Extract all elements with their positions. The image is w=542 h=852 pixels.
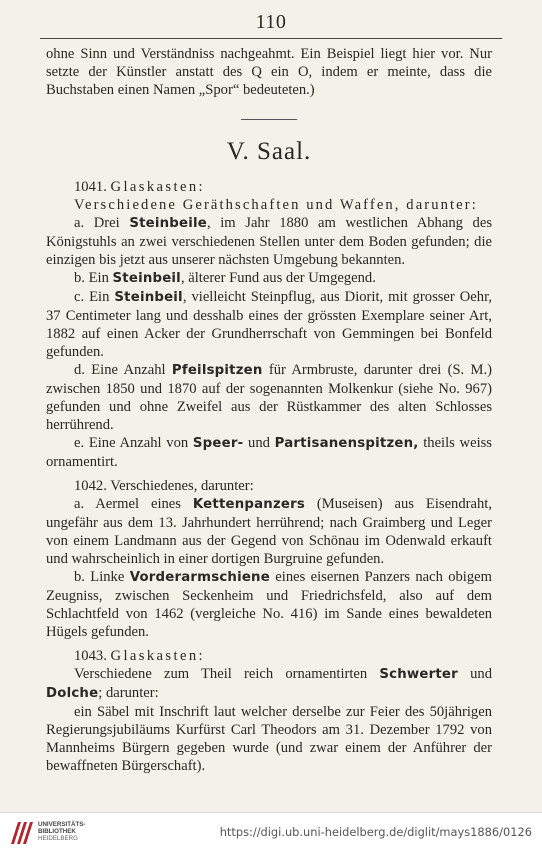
item-text: a. Drei bbox=[74, 215, 130, 231]
item-text: b. Ein bbox=[74, 270, 113, 286]
page-number: 110 bbox=[255, 11, 287, 33]
item-text: für Armbruste, darunter drei (S. M.) zwischen 1850 und 1870 auf der sogenannten Molkenkur (siehe No. 967) gefunden und ohne Zweifel aus der Rüstkammer des alten Schlosses herrührend. bbox=[46, 362, 492, 433]
item-keyword: Partisanenspitzen, bbox=[274, 436, 419, 451]
entry-1043-subheading bbox=[46, 665, 492, 703]
entry-1041-header bbox=[46, 178, 492, 196]
page-body bbox=[46, 45, 492, 775]
entry-number: 1042. bbox=[74, 478, 107, 494]
item-keyword: Steinbeile bbox=[129, 216, 207, 231]
entry-number: 1043. bbox=[74, 648, 107, 664]
item-text: , vielleicht Steinpflug, aus Diorit, mit grosser Oehr, 37 Centimeter lang und desshalb eines der grössten Exemplare seiner Art, 1882 auf einen Acker der Grundherrschaft von Gemmingen bei Bonfeld gefunden. bbox=[46, 289, 492, 360]
item-text: Verschiedene zum Theil reich ornamentirten bbox=[74, 666, 380, 682]
section-separator bbox=[241, 119, 297, 120]
case-label: Glaskasten: bbox=[110, 179, 205, 195]
item-1042-b bbox=[46, 568, 492, 641]
item-text: (Museisen) aus Eisendraht, ungefähr aus dem 13. Jahrhundert herrührend; nach Graimberg und Leger von einem Landmann aus der Gegend von Schönau im Odenwald erkauft und wahrscheinlich in einer dortigen Burgruine gefunden. bbox=[46, 496, 492, 567]
item-1043-text: ein Säbel mit Inschrift laut welcher derselbe zur Feier des 50jährigen Regierungsjubiläums Kurfürst Carl Theodors am 31. Dezember 1792 von Mannheims Bürgern gegeben wurde (und zwar einem der Anführer der bewaffneten Bürgerschaft). bbox=[46, 704, 492, 774]
item-text: und bbox=[243, 435, 275, 451]
permalink-url[interactable]: https://digi.ub.uni-heidelberg.de/diglit/mays1886/0126 bbox=[219, 825, 532, 839]
item-1041-e bbox=[46, 434, 492, 471]
institution-name bbox=[38, 821, 85, 842]
item-keyword: Kettenpanzers bbox=[192, 497, 305, 512]
item-1041-d bbox=[46, 361, 492, 434]
item-1041-a bbox=[46, 214, 492, 269]
case-label: Glaskasten: bbox=[110, 648, 205, 664]
item-keyword: Pfeilspitzen bbox=[171, 363, 263, 378]
item-1042-a bbox=[46, 495, 492, 568]
item-text: a. Aermel eines bbox=[74, 496, 193, 512]
item-text: , im Jahr 1880 am westlichen Abhang des Königstuhls an zwei verschiedenen Stellen unter dem Boden gefunden; die einzigen bis jetzt aus unserer nächsten Umgebung bekannten. bbox=[46, 215, 492, 268]
item-keyword: Steinbeil bbox=[114, 290, 183, 305]
institution-line: HEIDELBERG bbox=[38, 835, 78, 842]
item-1041-b bbox=[46, 269, 492, 288]
item-1041-c bbox=[46, 288, 492, 361]
item-keyword: Schwerter bbox=[379, 667, 458, 682]
item-keyword: Vorderarmschiene bbox=[129, 570, 270, 585]
item-text: und bbox=[457, 666, 492, 682]
item-text: d. Eine Anzahl bbox=[74, 362, 172, 378]
header-rule bbox=[40, 38, 502, 39]
institution-line: BIBLIOTHEK bbox=[38, 828, 76, 835]
entry-1041-subheading: Verschiedene Geräthschaften und Waffen, darunter: bbox=[74, 197, 478, 213]
institution-line: UNIVERSITÄTS- bbox=[38, 821, 86, 828]
section-heading: V. Saal. bbox=[226, 138, 312, 165]
entry-title: Verschiedenes, darunter: bbox=[110, 478, 254, 494]
item-text: ; darunter: bbox=[98, 685, 159, 701]
item-text: c. Ein bbox=[74, 289, 115, 305]
item-text: , älterer Fund aus der Umgegend. bbox=[180, 270, 376, 286]
item-keyword: Dolche bbox=[46, 686, 99, 701]
university-library-logo-icon bbox=[8, 817, 34, 847]
item-text: theils weiss ornamentirt. bbox=[46, 435, 492, 470]
paragraph-continuation: ohne Sinn und Verständniss nachgeahmt. Ein Beispiel liegt hier vor. Nur setzte der Künstler anstatt des Q ein O, indem er meinte, dass die Buchstaben einen Namen „Spor“ bedeuteten.) bbox=[46, 46, 492, 98]
item-keyword: Steinbeil bbox=[112, 271, 181, 286]
item-text: eines eisernen Panzers nach obigem Zeugniss, zwischen Seckenheim und Friedrichsfeld, also auf dem Schlachtfeld von 1462 (vergleiche No. 416) im Sande eines bewaldeten Hügels gefunden. bbox=[46, 569, 492, 640]
entry-number: 1041. bbox=[74, 179, 107, 195]
item-keyword: Speer- bbox=[192, 436, 244, 451]
entry-1042-header bbox=[46, 477, 492, 495]
entry-1043-header bbox=[46, 647, 492, 665]
viewer-footer bbox=[0, 812, 542, 852]
item-text: b. Linke bbox=[74, 569, 130, 585]
item-text: e. Eine Anzahl von bbox=[74, 435, 193, 451]
